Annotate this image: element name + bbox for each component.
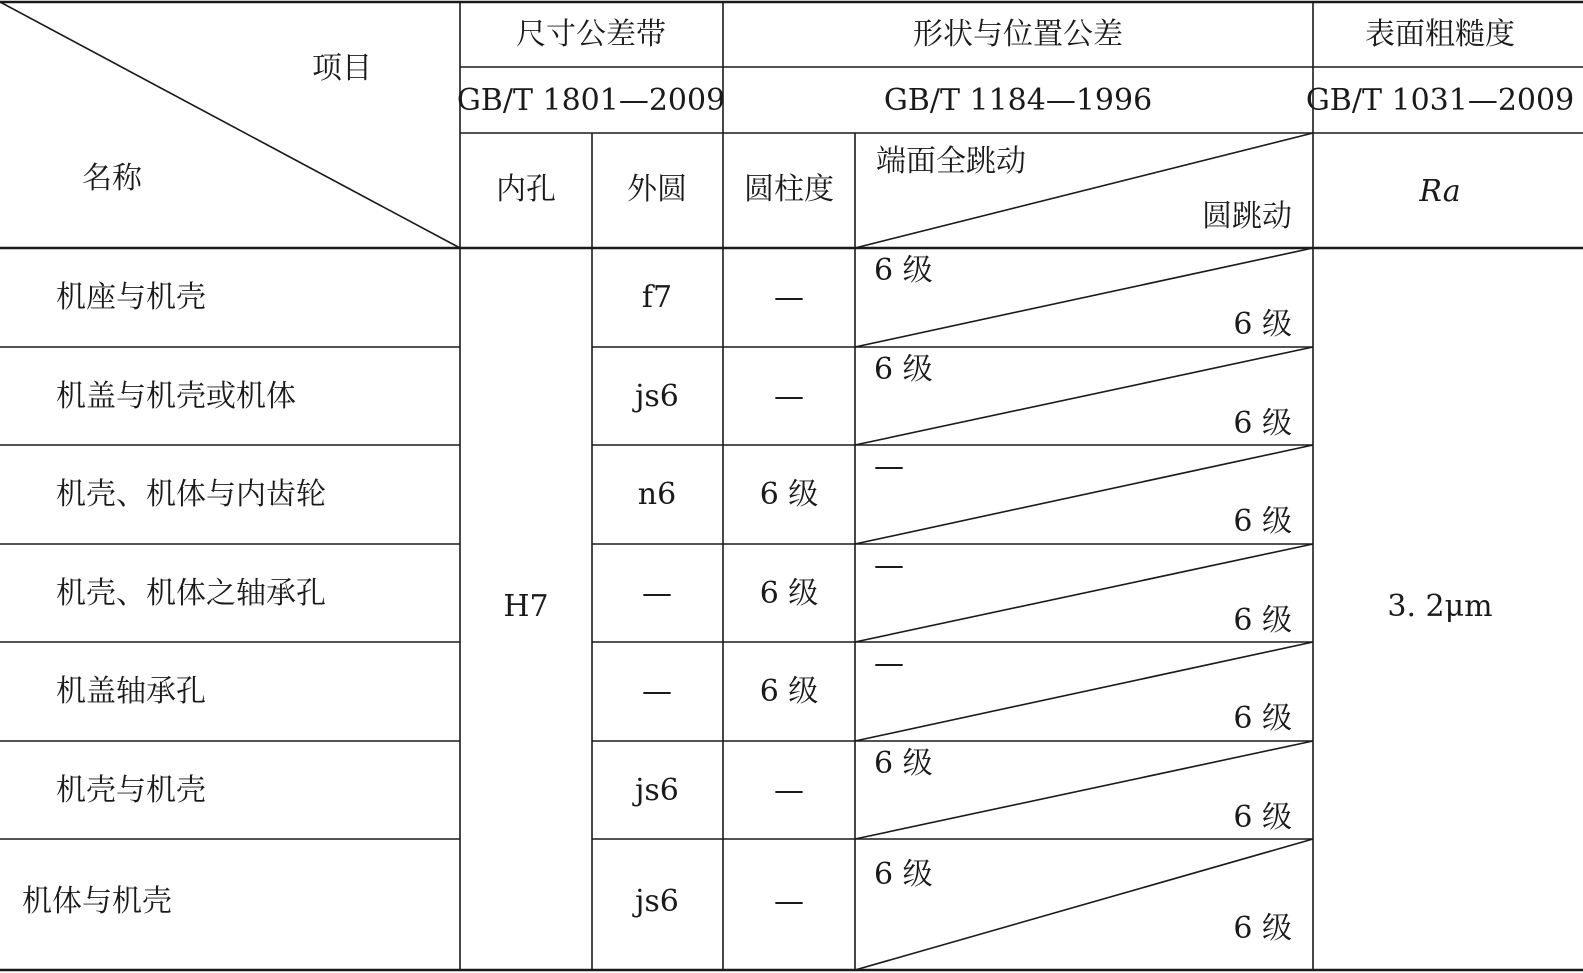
row-circular-runout: 6 级 — [1233, 504, 1292, 539]
col-roughness-ra: Ra — [1419, 174, 1461, 209]
row-cylindricity: 6 级 — [759, 576, 819, 611]
header-surface-roughness: 表面粗糙度 — [1365, 17, 1515, 52]
corner-label-item: 项目 — [312, 51, 372, 86]
col-inner-hole: 内孔 — [496, 172, 556, 207]
row-face-runout: — — [874, 646, 904, 681]
row-name: 机壳、机体之轴承孔 — [56, 576, 326, 611]
row-name: 机壳、机体与内齿轮 — [56, 477, 326, 512]
row-name: 机座与机壳 — [56, 280, 206, 315]
standard-roughness: GB/T 1031—2009 — [1305, 83, 1575, 118]
row-cylindricity: 6 级 — [759, 477, 819, 512]
row-name: 机盖轴承孔 — [56, 674, 206, 709]
col-circular-runout: 圆跳动 — [1202, 199, 1292, 234]
row-circular-runout: 6 级 — [1233, 911, 1292, 946]
row-cylindricity: — — [774, 773, 804, 808]
standard-size-tolerance: GB/T 1801—2009 — [456, 83, 726, 118]
row-face-runout: 6 级 — [874, 352, 933, 387]
row-name: 机体与机壳 — [22, 884, 172, 919]
row-face-runout: — — [874, 449, 904, 484]
row-outer: js6 — [635, 884, 679, 919]
header-form-position-tolerance: 形状与位置公差 — [913, 17, 1123, 52]
row-face-runout: 6 级 — [874, 253, 933, 288]
row-outer: — — [642, 576, 672, 611]
merged-roughness-value: 3. 2μm — [1387, 589, 1493, 624]
row-cylindricity: 6 级 — [759, 674, 819, 709]
row-circular-runout: 6 级 — [1233, 800, 1292, 835]
row-outer: js6 — [635, 379, 679, 414]
row-cylindricity: — — [774, 379, 804, 414]
header-size-tolerance: 尺寸公差带 — [516, 17, 666, 52]
row-circular-runout: 6 级 — [1233, 406, 1292, 441]
row-face-runout: 6 级 — [874, 746, 933, 781]
row-outer: — — [642, 674, 672, 709]
row-outer: n6 — [637, 477, 677, 512]
row-outer: f7 — [641, 280, 673, 315]
merged-inner-hole-value: H7 — [503, 589, 549, 624]
col-outer-circle: 外圆 — [627, 172, 687, 207]
row-circular-runout: 6 级 — [1233, 603, 1292, 638]
corner-label-name: 名称 — [82, 161, 142, 196]
row-face-runout: — — [874, 548, 904, 583]
row-circular-runout: 6 级 — [1233, 307, 1292, 342]
col-face-runout: 端面全跳动 — [876, 144, 1026, 179]
row-name: 机壳与机壳 — [56, 773, 206, 808]
row-cylindricity: — — [774, 884, 804, 919]
row-face-runout: 6 级 — [874, 857, 933, 892]
col-cylindricity: 圆柱度 — [744, 172, 834, 207]
row-cylindricity: — — [774, 280, 804, 315]
standard-form-position: GB/T 1184—1996 — [883, 83, 1153, 118]
row-circular-runout: 6 级 — [1233, 701, 1292, 736]
row-name: 机盖与机壳或机体 — [56, 379, 296, 414]
row-outer: js6 — [635, 773, 679, 808]
